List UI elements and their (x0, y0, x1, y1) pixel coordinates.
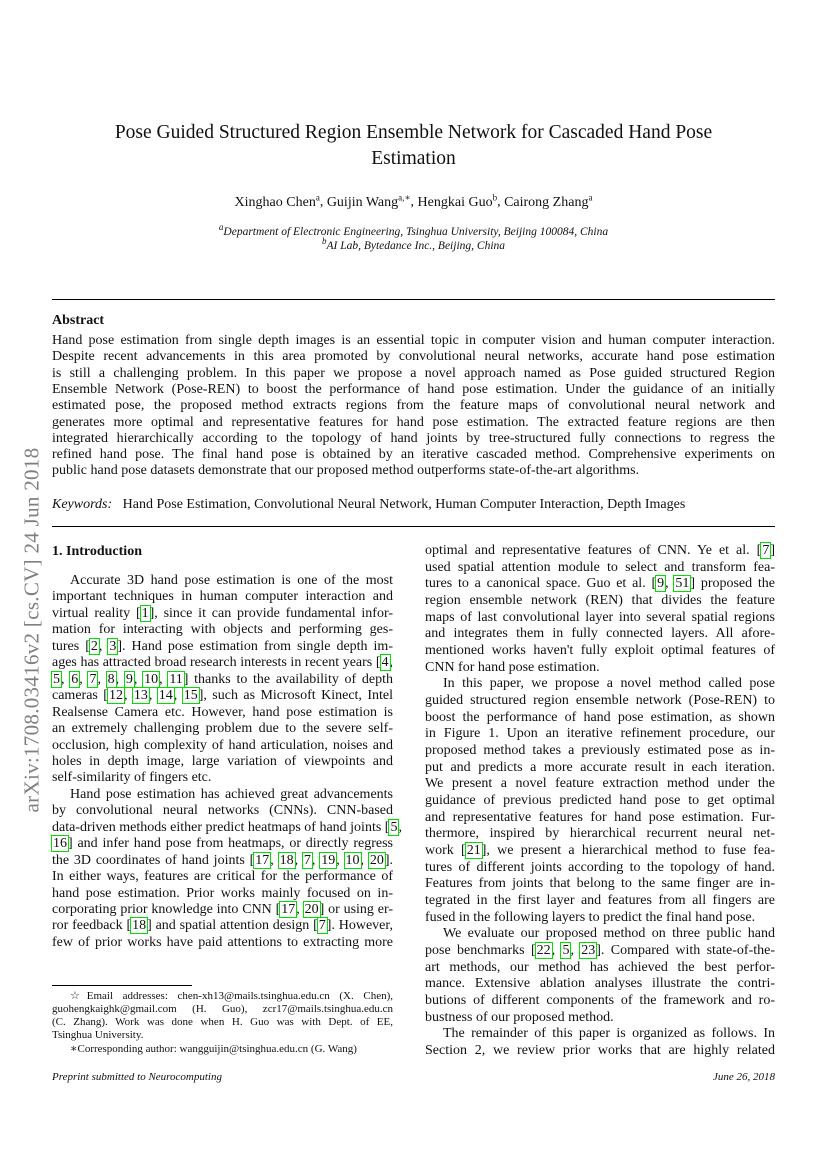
text-line: tures of different joints according to the topology of hand. (425, 859, 775, 875)
text-line: (C. Zhang). Work was done when H. Guo was with Dept. of EE, (52, 1016, 393, 1028)
text-line: tures [2, 3]. Hand pose estimation from single depth im- (52, 638, 393, 654)
citation-link[interactable]: 13 (133, 688, 148, 704)
text-line: proposed method takes a previously estimated pose as in- (425, 743, 775, 759)
arxiv-stamp: arXiv:1708.03416v2 [cs.CV] 24 Jun 2018 (19, 447, 44, 813)
text-line: tegrated in the first layer and features from all fingers are (425, 893, 775, 909)
citation-link[interactable]: 9 (657, 576, 665, 592)
citation-link[interactable]: 8 (107, 671, 115, 687)
keywords-text: Hand Pose Estimation, Convolutional Neural Network, Human Computer Interaction, Depth Images (122, 497, 686, 512)
citation-link[interactable]: 9 (125, 671, 133, 687)
text-line: data-driven methods either predict heatmaps of hand joints [5, (52, 819, 402, 835)
citation-link[interactable]: 20 (304, 902, 319, 917)
text-line: used spatial attention module to select and transform fea- (425, 559, 775, 575)
title-line: Estimation (371, 148, 456, 169)
citation-link[interactable]: 20 (369, 852, 384, 868)
text-line: ☆Email addresses: chen-xh13@mails.tsinghua.edu.cn (X. Chen), (70, 990, 393, 1002)
citation-link[interactable]: 12 (108, 688, 123, 704)
text-line: in Figure 1. Upon an iterative refinement procedure, our (425, 726, 775, 742)
text-line: holes in depth image, large variation of viewpoints and (52, 753, 393, 769)
citation-link[interactable]: 5 (53, 671, 60, 687)
citation-link[interactable]: 5 (390, 819, 398, 835)
text-line: and integrates them in fully connected layers. All afore- (425, 626, 775, 642)
divider (52, 526, 775, 527)
citation-link[interactable]: 1 (141, 605, 149, 621)
text-line: We present a novel feature extraction method under the (425, 776, 775, 792)
text-line: Despite recent advancements in this area promoted by convolutional neural networks, accurate hand pose estimation (52, 349, 775, 365)
text-line: mentioned works haven't fully exploit optimal features of (425, 643, 775, 659)
author-list: Xinghao Chen$^a$, Guijin Wang$^{a,∗}$, Hengkai Guo$^b$, Cairong Zhang$^a$ (234, 192, 593, 210)
text-line: Realsense Camera etc. However, hand pose estimation is (52, 704, 393, 720)
citation-link[interactable]: 15 (183, 688, 198, 704)
text-line: mation for interacting with objects and performing ges- (52, 622, 393, 638)
citation-link[interactable]: 21 (466, 843, 481, 859)
text-line: fused in the following layers to predict the final hand pose. (425, 909, 756, 925)
author: Xinghao Chen$^a$ (234, 192, 320, 210)
citation-link[interactable]: 19 (321, 852, 336, 868)
citation-link[interactable]: 22 (536, 943, 551, 959)
text-line: occlusion, high complexity of hand articulation, noises and (52, 737, 393, 753)
text-line: estimated pose, the proposed method extracts regions from the feature maps of convolutional neural network and (52, 398, 775, 414)
text-line: cameras [12, 13, 14, 15], such as Microsoft Kinect, Intel (52, 688, 393, 704)
text-line: The remainder of this paper is organized as follows. In (443, 1026, 775, 1042)
text-line: In this paper, we propose a novel method called pose (443, 676, 775, 692)
citation-link[interactable]: 10 (345, 852, 360, 868)
text-line: CNN for hand pose estimation. (425, 659, 600, 675)
text-line: work [21], we present a hierarchical method to fuse fea- (425, 843, 775, 859)
text-line: generates more optimal and representative features for hand pose estimation. The extracted feature regions are then (52, 414, 775, 430)
footer-left: Preprint submitted to Neurocomputing (52, 1071, 222, 1083)
text-line: guohengkaighk@gmail.com (H. Guo), zcr17@mails.tsinghua.edu.cn (52, 1003, 393, 1015)
author: Cairong Zhang$^a$ (504, 192, 593, 210)
citation-link[interactable]: 7 (318, 918, 326, 934)
text-line: ages has attracted broad research interests in recent years [4, (52, 655, 393, 671)
author: Guijin Wang$^{a,∗}$ (326, 192, 411, 210)
text-line: self-similarity of fingers etc. (52, 770, 212, 786)
text-line: In either ways, features are critical for the performance of (52, 869, 393, 885)
keywords (52, 497, 685, 513)
text-line: boost the performance of hand pose estimation, as shown (425, 709, 775, 725)
footnote-rule (52, 985, 192, 986)
text-line: optimal and representative features of CNN. Ye et al. [7] (425, 543, 775, 558)
citation-link[interactable]: 7 (303, 852, 311, 868)
text-line: guided structured region ensemble network (Pose-REN) to (425, 693, 775, 709)
affiliation: $^a$Department of Electronic Engineering, Tsinghua University, Beijing 100084, China (218, 222, 609, 238)
keywords-label: Keywords: (52, 497, 113, 512)
text-line: important techniques in human computer interaction and (52, 589, 393, 605)
citation-link[interactable]: 17 (255, 852, 270, 868)
text-line: few of prior works have paid attentions to extracting more (52, 934, 393, 950)
text-line: Hand pose estimation has achieved great advancements (70, 786, 393, 802)
citation-link[interactable]: 11 (169, 671, 183, 687)
text-line: hand pose estimation. Prior works mainly focused on in- (52, 885, 393, 901)
citation-link[interactable]: 16 (53, 836, 67, 852)
text-line: bustness of our proposed method. (425, 1009, 614, 1025)
abstract-heading: Abstract (52, 313, 105, 328)
text-line: integrated hierarchically according to the topology of hand joints by tree-structured fully connections to regress the (52, 430, 775, 446)
divider (52, 299, 775, 300)
text-line: We evaluate our proposed method on three public hand (443, 926, 775, 942)
citation-link[interactable]: 10 (144, 671, 159, 687)
section-heading: 1. Introduction (52, 544, 142, 559)
paper-title (0, 120, 827, 172)
citation-link[interactable]: 3 (109, 638, 117, 654)
text-line: region ensemble network (REN) that divides the feature (425, 593, 775, 608)
text-line: tures to a canonical space. Guo et al. [9, 51] proposed the (425, 576, 776, 592)
text-line: ∗Corresponding author: wangguijin@tsinghua.edu.cn (G. Wang) (70, 1043, 357, 1055)
text-line: is still a challenging problem. In this paper we propose a novel approach named as Pose guided structured Region (52, 365, 775, 381)
text-line: put and predicts a more accurate result in each iteration. (425, 759, 775, 775)
citation-link[interactable]: 4 (381, 655, 389, 671)
text-line: 16] and infer hand pose from heatmaps, or directly regress (53, 836, 393, 852)
text-line: public hand pose datasets demonstrate that our proposed method outperforms state-of-the-art algorithms. (52, 463, 640, 479)
text-line: art methods, our method has achieved the best perfor- (425, 959, 775, 975)
text-line: by convolutional neural networks (CNNs). CNN-based (52, 803, 393, 819)
text-line: thermore, inspired by hierarchical recurrent neural net- (425, 826, 775, 842)
citation-link[interactable]: 2 (90, 638, 98, 654)
citation-link[interactable]: 14 (158, 688, 173, 704)
text-line: Ensemble Network (Pose-REN) to boost the performance of hand pose estimation. Under the guidance of an initially (52, 381, 775, 397)
text-line: ror feedback [18] and spatial attention design [7]. However, (52, 918, 393, 934)
text-line: guidance of previous predicted hand pose to get optimal (425, 793, 775, 809)
text-line: and representative features for hand pose estimation. Fur- (425, 809, 775, 825)
citation-link[interactable]: 18 (279, 852, 294, 868)
citation-link[interactable]: 17 (281, 902, 296, 917)
citation-link[interactable]: 18 (132, 918, 147, 934)
text-line: mance. Extensive ablation analyses illustrate the contri- (425, 976, 775, 992)
affiliation: $^b$AI Lab, Bytedance Inc., Beijing, China (321, 236, 506, 252)
citation-link[interactable]: 23 (581, 943, 596, 959)
text-line: Accurate 3D hand pose estimation is one of the most (70, 573, 393, 588)
citation-link[interactable]: 5 (562, 943, 570, 959)
footer-right: June 26, 2018 (712, 1071, 775, 1083)
text-line: Hand pose estimation from single depth images is an essential topic in computer vision and human computer interaction. (52, 333, 775, 348)
citation-link[interactable]: 7 (762, 543, 770, 558)
text-line: maps of last convolutional layer into several spatial regions (425, 609, 775, 625)
citation-link[interactable]: 6 (71, 671, 79, 687)
text-line: corporating prior knowledge into CNN [17, 20] or using er- (52, 902, 393, 917)
text-line: Features from joints that belong to the same finger are in- (425, 876, 775, 892)
text-line: an extremely challenging problem due to the severe self- (52, 721, 393, 737)
citation-link[interactable]: 51 (675, 576, 690, 592)
title-line: Pose Guided Structured Region Ensemble Network for Cascaded Hand Pose (114, 122, 713, 143)
text-line: the 3D coordinates of hand joints [17, 18, 7, 19, 10, 20]. (52, 852, 394, 868)
text-line: Section 2, we review prior works that are highly related (425, 1043, 775, 1059)
text-line: butions of different components of the framework and ro- (425, 993, 775, 1009)
text-line: virtual reality [1], since it can provide fundamental infor- (52, 605, 393, 621)
author: Hengkai Guo$^b$ (417, 192, 498, 210)
text-line: Tsinghua University. (52, 1029, 144, 1041)
citation-link[interactable]: 7 (89, 671, 97, 687)
text-line: 5, 6, 7, 8, 9, 10, 11] thanks to the availability of depth (53, 671, 394, 687)
text-line: pose benchmarks [22, 5, 23]. Compared with state-of-the- (425, 943, 776, 959)
text-line: refined hand pose. The final hand pose is obtained by an iterative cascaded method. Comprehensive experiments on (52, 447, 775, 463)
